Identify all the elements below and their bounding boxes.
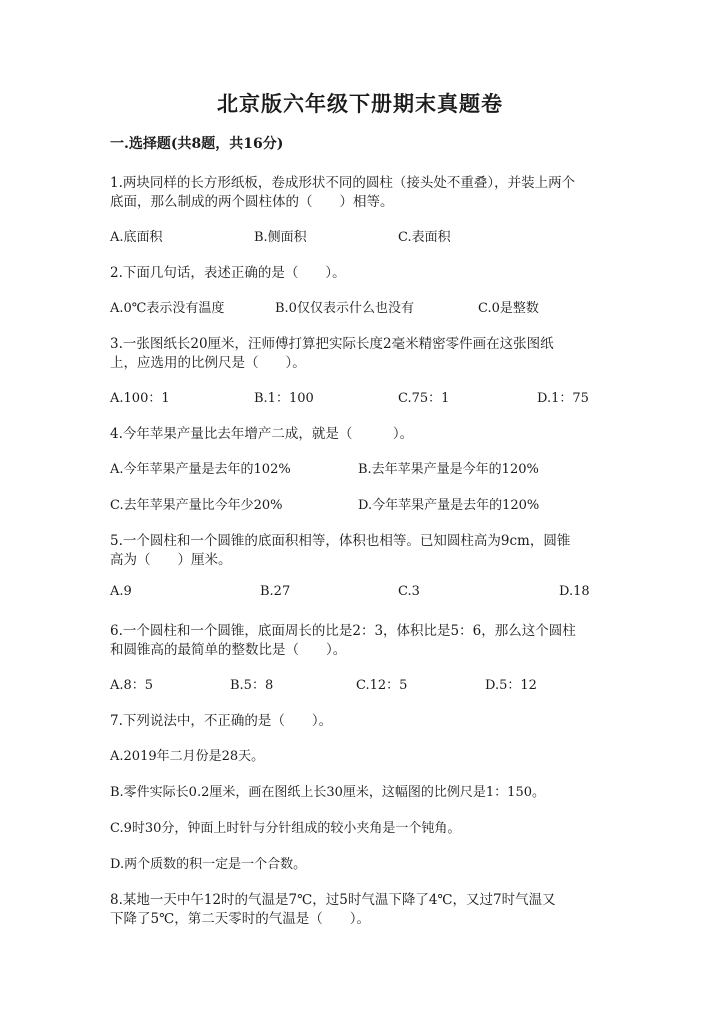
question-6-option-a: A.8：5 bbox=[110, 678, 154, 693]
question-1-line-1: 1.两块同样的长方形纸板，卷成形状不同的圆柱（接头处不重叠），并装上两个 bbox=[110, 175, 576, 191]
question-3-option-a: A.100：1 bbox=[110, 391, 170, 406]
question-5-option-d: D.18 bbox=[559, 584, 590, 599]
question-6-option-b: B.5：8 bbox=[230, 678, 274, 693]
question-8-line-2: 下降了5℃，第二天零时的气温是（ ）。 bbox=[110, 911, 370, 927]
question-8-line-1: 8.某地一天中午12时的气温是7℃，过5时气温下降了4℃，又过7时气温又 bbox=[110, 892, 556, 908]
question-3-line-1: 3.一张图纸长20厘米，汪师傅打算把实际长度2毫米精密零件画在这张图纸 bbox=[110, 336, 554, 352]
question-4-option-b: B.去年苹果产量是今年的120% bbox=[358, 462, 539, 477]
question-7-option-d: D.两个质数的积一定是一个合数。 bbox=[110, 857, 307, 872]
question-2-option-a: A.0℃表示没有温度 bbox=[110, 301, 225, 316]
question-7-option-a: A.2019年二月份是28天。 bbox=[110, 749, 265, 764]
question-5-option-c: C.3 bbox=[398, 584, 420, 599]
question-6-option-d: D.5：12 bbox=[485, 678, 537, 693]
question-1-line-2: 底面，那么制成的两个圆柱体的（ ）相等。 bbox=[110, 194, 394, 210]
question-3-option-c: C.75：1 bbox=[398, 391, 450, 406]
question-4-option-a: A.今年苹果产量是去年的102% bbox=[110, 462, 291, 477]
question-6-option-c: C.12：5 bbox=[356, 678, 408, 693]
question-5-option-a: A.9 bbox=[110, 584, 132, 599]
question-5-line-2: 高为（ ）厘米。 bbox=[110, 552, 232, 568]
question-6-line-1: 6.一个圆柱和一个圆锥，底面周长的比是2：3，体积比是5：6，那么这个圆柱 bbox=[110, 623, 576, 639]
question-7-option-c: C.9时30分，钟面上时针与分针组成的较小夹角是一个钝角。 bbox=[110, 821, 461, 836]
question-3-line-2: 上，应选用的比例尺是（ ）。 bbox=[110, 355, 306, 371]
question-1-option-a: A.底面积 bbox=[110, 230, 163, 245]
question-2-line-1: 2.下面几句话，表述正确的是（ ）。 bbox=[110, 265, 346, 281]
question-7-line-1: 7.下列说法中，不正确的是（ ）。 bbox=[110, 713, 333, 729]
question-1-option-c: C.表面积 bbox=[398, 230, 451, 245]
question-3-option-b: B.1：100 bbox=[254, 391, 314, 406]
question-3-option-d: D.1：75 bbox=[537, 391, 589, 406]
page-title: 北京版六年级下册期末真题卷 bbox=[217, 91, 503, 116]
question-5-option-b: B.27 bbox=[260, 584, 291, 599]
question-2-option-b: B.0仅仅表示什么也没有 bbox=[275, 301, 414, 316]
question-4-option-d: D.今年苹果产量是去年的120% bbox=[358, 498, 540, 513]
question-7-option-b: B.零件实际长0.2厘米，画在图纸上长30厘米，这幅图的比例尺是1：150。 bbox=[110, 785, 545, 800]
question-6-line-2: 和圆锥高的最简单的整数比是（ ）。 bbox=[110, 642, 347, 658]
question-2-option-c: C.0是整数 bbox=[478, 301, 539, 316]
section-heading: 一.选择题(共8题，共16分) bbox=[110, 136, 284, 152]
question-4-line-1: 4.今年苹果产量比去年增产二成，就是（ ）。 bbox=[110, 426, 414, 442]
question-5-line-1: 5.一个圆柱和一个圆锥的底面积相等，体积也相等。已知圆柱高为9cm，圆锥 bbox=[110, 533, 571, 549]
question-1-option-b: B.侧面积 bbox=[254, 230, 307, 245]
question-4-option-c: C.去年苹果产量比今年少20% bbox=[110, 498, 283, 513]
